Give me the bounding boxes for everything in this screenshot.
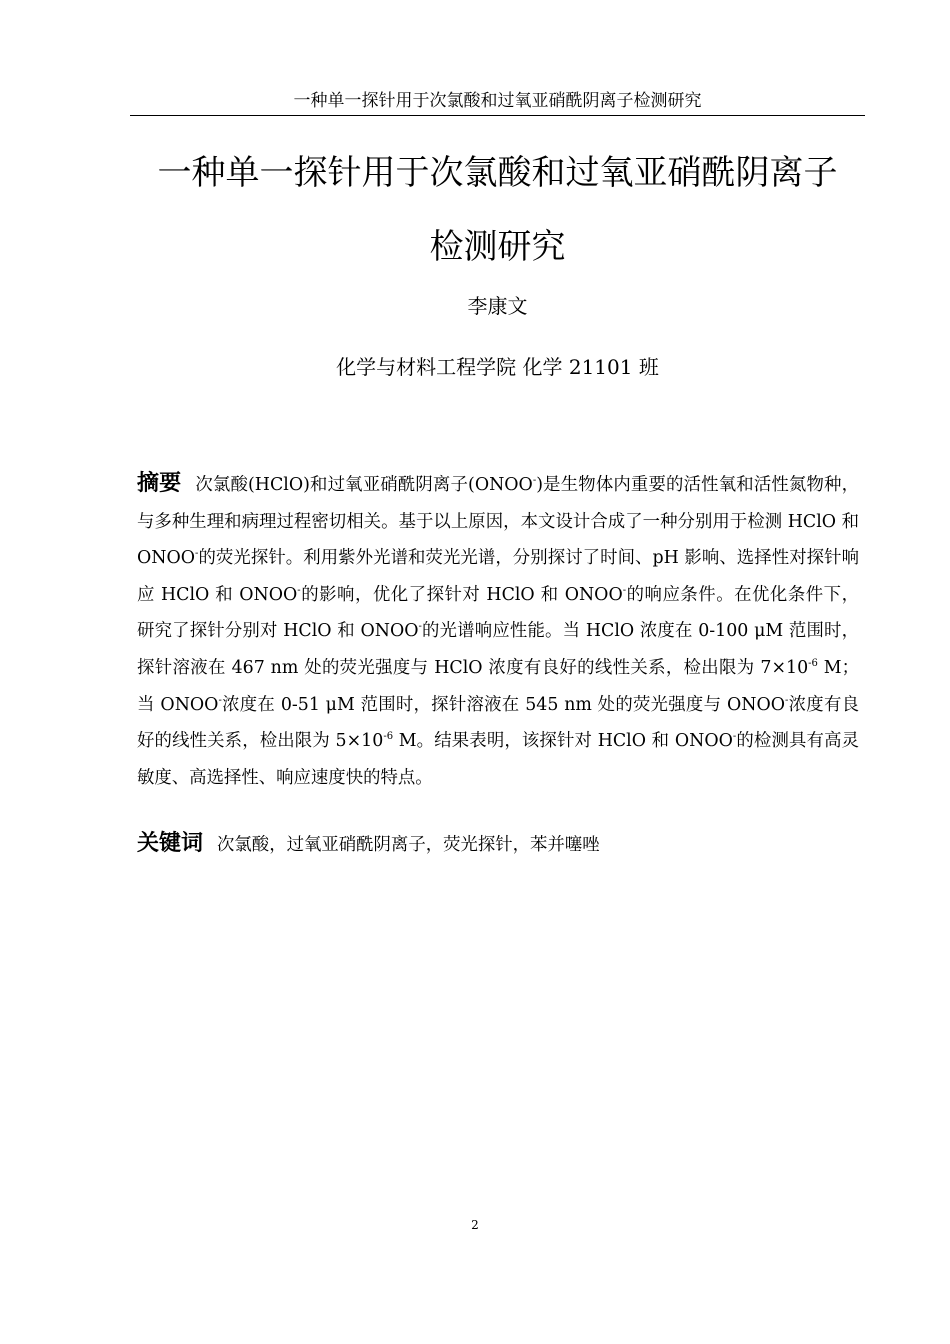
abstract-text: 的影响，优化了探针对 HClO 和 ONOO bbox=[300, 584, 623, 605]
abstract-text: 的响应条件。在优化条件下，研究了探针分别对 HClO 和 ONOO bbox=[137, 584, 859, 642]
abstract-text: 次氯酸(HClO)和过氧亚硝酰阴离子(ONOO bbox=[195, 475, 533, 495]
superscript: -6 bbox=[808, 657, 818, 669]
superscript: -6 bbox=[383, 731, 394, 743]
superscript: - bbox=[195, 548, 199, 560]
running-header: 一种单一探针用于次氯酸和过氧亚硝酰阴离子检测研究 bbox=[130, 90, 865, 116]
superscript: - bbox=[297, 584, 301, 596]
superscript: - bbox=[532, 475, 537, 486]
author-name: 李康文 bbox=[467, 294, 528, 318]
superscript: - bbox=[622, 584, 627, 596]
keywords bbox=[137, 826, 859, 863]
abstract-text: 浓度有良好的线性关系，检出限为 5×10 bbox=[137, 694, 859, 752]
abstract-text: 的检测具有高灵敏度、高选择性、响应速度快的特点。 bbox=[137, 731, 859, 788]
superscript: - bbox=[418, 621, 422, 633]
paper-title-line-2: 检测研究 bbox=[429, 227, 566, 267]
abstract-text: 的光谱响应性能。当 HClO 浓度在 0-100 μM 范围时，探针溶液在 467 nm 处的荧光强度与 HClO 浓度有良好的线性关系，检出限为 7×10 bbox=[137, 621, 859, 678]
superscript: - bbox=[785, 694, 789, 706]
keywords-text: 次氯酸，过氧亚硝酰阴离子，荧光探针，苯并噻唑 bbox=[217, 835, 600, 855]
abstract bbox=[137, 466, 859, 796]
abstract-text: M；当 ONOO bbox=[137, 657, 859, 715]
superscript: - bbox=[732, 731, 737, 743]
abstract-label: 摘要 bbox=[137, 471, 182, 496]
author-affiliation: 化学与材料工程学院 化学 21101 班 bbox=[336, 355, 659, 379]
abstract-text: )是生物体内重要的活性氧和活性氮物种，与多种生理和病理过程密切相关。基于以上原因，本文设计合成了一种分别用于检测 HClO 和 ONOO bbox=[137, 475, 859, 569]
abstract-text: 浓度在 0-51 μM 范围时，探针溶液在 545 nm 处的荧光强度与 ONOO bbox=[221, 694, 785, 715]
paper-title bbox=[130, 136, 865, 284]
superscript: - bbox=[218, 694, 222, 706]
page-number: 2 bbox=[471, 1218, 479, 1232]
abstract-text: 的荧光探针。利用紫外光谱和荧光光谱，分别探讨了时间、pH 影响、选择性对探针响应 HClO 和 ONOO bbox=[137, 548, 859, 605]
keywords-label: 关键词 bbox=[137, 831, 204, 856]
abstract-text: M。结果表明，该探针对 HClO 和 ONOO bbox=[393, 731, 733, 752]
paper-title-line-1: 一种单一探针用于次氯酸和过氧亚硝酰阴离子 bbox=[157, 153, 838, 193]
